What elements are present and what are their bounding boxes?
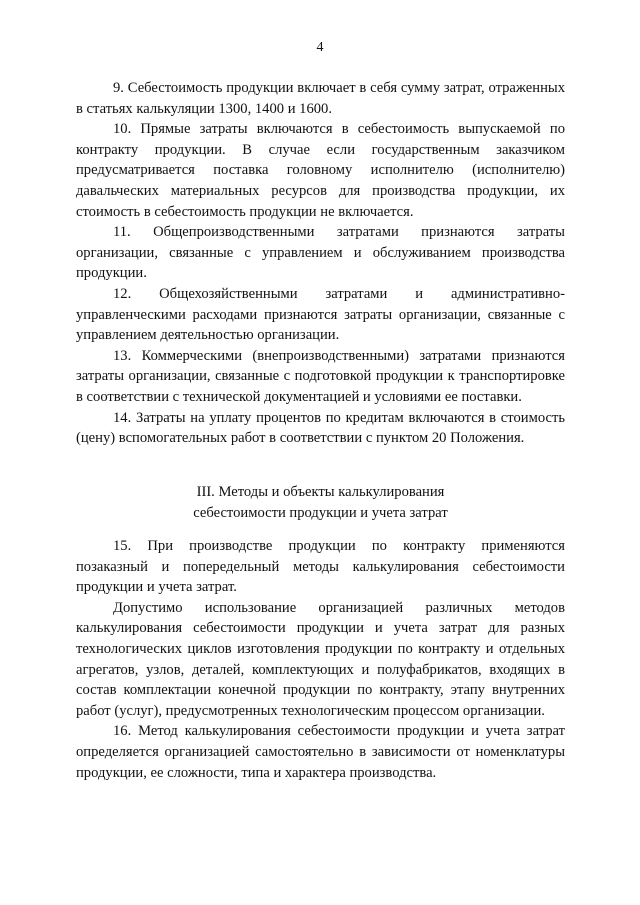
paragraph-16: 16. Метод калькулирования себестоимости продукции и учета затрат определяется организацией самостоятельно в зависимости от номенклатуры продукции, ее сложности, типа и характера производства. — [76, 723, 565, 781]
page-number: 4 — [316, 40, 324, 55]
section-heading-line-1: III. Методы и объекты калькулирования — [196, 484, 445, 500]
paragraph-9: 9. Себестоимость продукции включает в себя сумму затрат, отраженных в статьях калькуляции 1300, 1400 и 1600. — [76, 80, 565, 117]
paragraph-11: 11. Общепроизводственными затратами признаются затраты организации, связанные с управлением и обслуживанием производства продукции. — [76, 224, 565, 282]
paragraphs-bottom — [76, 536, 565, 783]
paragraph-15: 15. При производстве продукции по контракту применяются позаказный и попередельный методы калькулирования себестоимости продукции и учета затрат. — [76, 538, 565, 596]
paragraph-10: 10. Прямые затраты включаются в себестоимость выпускаемой по контракту продукции. В случае если государственным заказчиком предусматривается поставка головному исполнителю (исполнителю) давальческих материальных ресурсов для производства продукции, их стоимость в себестоимость продукции не включается. — [76, 121, 565, 220]
paragraph-14: 14. Затраты на уплату процентов по кредитам включаются в стоимость (цену) вспомогательных работ в соответствии с пунктом 20 Положения. — [76, 409, 565, 447]
section-heading — [76, 482, 565, 523]
paragraph-12: 12. Общехозяйственными затратами и административно-управленческими расходами признаются затраты организации, связанные с управлением деятельностью организации. — [76, 285, 565, 344]
paragraphs-top — [76, 78, 565, 449]
paragraph-13: 13. Коммерческими (внепроизводственными) затратами признаются затраты организации, связанные с подготовкой продукции к транспортировке в соответствии с технической документацией и условиями ее поставки. — [76, 347, 565, 405]
section-heading-line-2: себестоимости продукции и учета затрат — [193, 504, 448, 521]
paragraph-15-continued: Допустимо использование организацией различных методов калькулирования себестоимости продукции и учета затрат для разных технологических циклов изготовления продукции по контракту и отдельных агрегатов, узлов, деталей, комплектующих и полуфабрикатов, входящих в состав комплектации конечной продукции по контракту, этапу внутренних работ (услуг), предусмотренных технологическим процессом организации. — [76, 599, 565, 719]
